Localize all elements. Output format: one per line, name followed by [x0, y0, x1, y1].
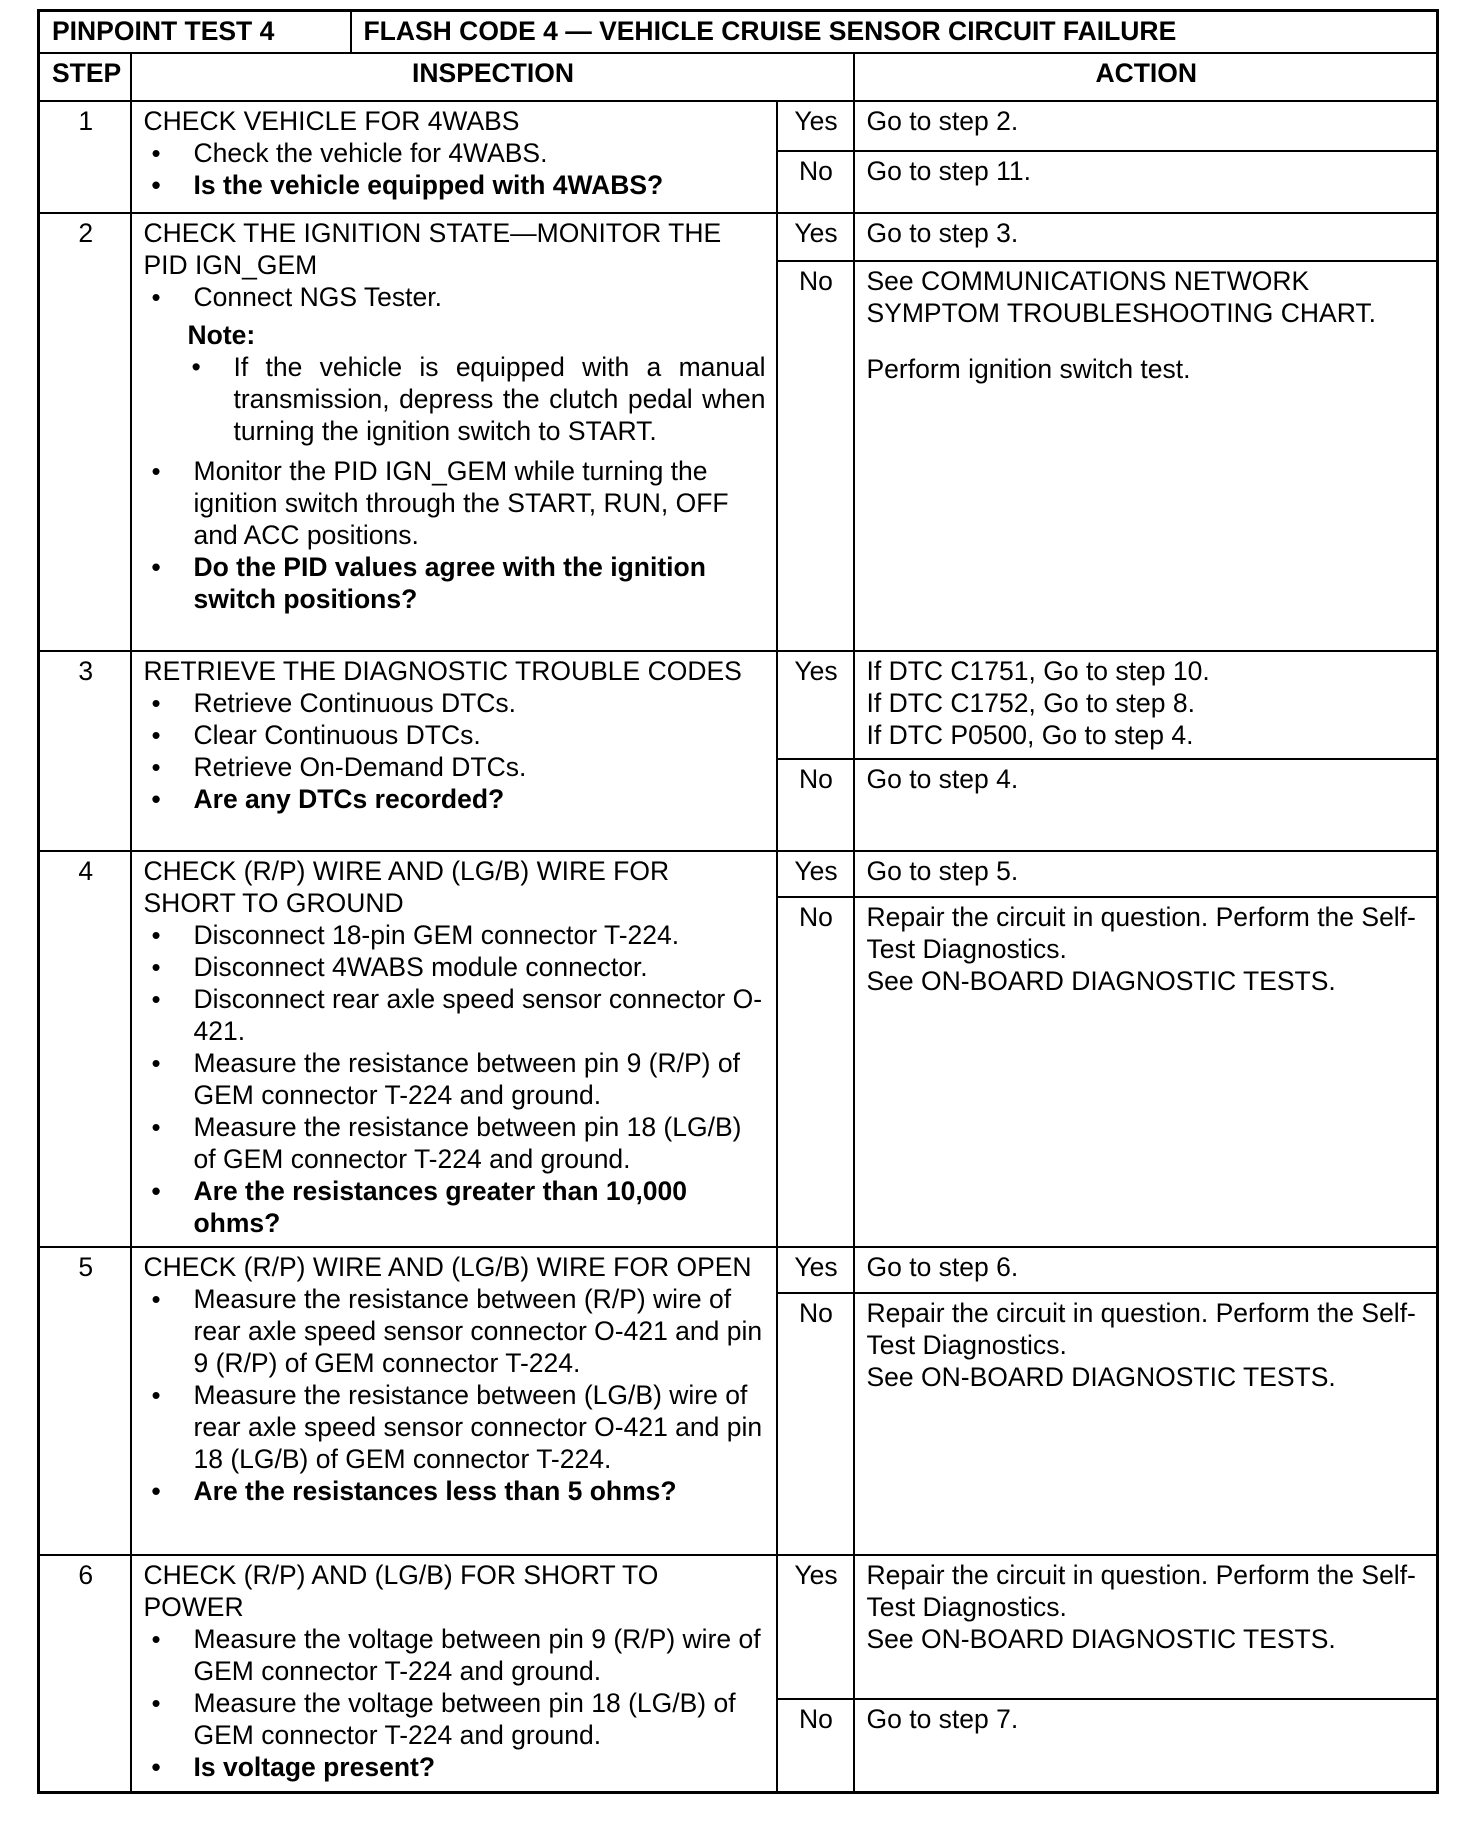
inspection-bullet: • Measure the resistance between (LG/B) wire of rear axle speed sensor connector O-421 and pin 18 (LG/B) of GEM connector T-224.: [144, 1379, 766, 1475]
inspection-question: • Is the vehicle equipped with 4WABS?: [144, 169, 766, 201]
inspection-bullet: • Measure the resistance between (R/P) wire of rear axle speed sensor connector O-421 and pin 9 (R/P) of GEM connector T-224.: [144, 1283, 766, 1379]
inspection-bullet: • Disconnect 18-pin GEM connector T-224.: [144, 919, 766, 951]
action-text: If DTC P0500, Go to step 4.: [866, 719, 1194, 750]
action-text: Repair the circuit in question. Perform the Self-Test Diagnostics.: [866, 1559, 1416, 1622]
inspection-question: • Are the resistances greater than 10,000 ohms?: [144, 1175, 766, 1239]
inspection-title: CHECK (R/P) AND (LG/B) FOR SHORT TO POWER: [143, 1559, 659, 1622]
inspection-bullet: • Monitor the PID IGN_GEM while turning the ignition switch through the START, RUN, OFF and ACC positions.: [144, 455, 766, 551]
test-title: FLASH CODE 4 — VEHICLE CRUISE SENSOR CIRCUIT FAILURE: [351, 11, 1438, 53]
inspection-bullet: • Measure the voltage between pin 9 (R/P) wire of GEM connector T-224 and ground.: [144, 1623, 766, 1687]
test-label: PINPOINT TEST 4: [39, 11, 351, 53]
no-action: [854, 897, 1438, 1247]
action-text: Repair the circuit in question. Perform the Self-Test Diagnostics.: [866, 901, 1416, 964]
yes-label: Yes: [777, 851, 854, 897]
no-label: No: [777, 759, 854, 851]
no-label: No: [777, 261, 854, 651]
inspection-bullet: • Clear Continuous DTCs.: [144, 719, 766, 751]
yes-label: Yes: [777, 651, 854, 759]
inspection-bullet: • Check the vehicle for 4WABS.: [144, 137, 766, 169]
step-number: 1: [39, 101, 131, 213]
step-number: 3: [39, 651, 131, 851]
inspection-cell: [131, 1247, 777, 1555]
step-row: [39, 1555, 1438, 1699]
inspection-cell: [131, 1555, 777, 1793]
column-header-row: [39, 53, 1438, 101]
inspection-question: • Are the resistances less than 5 ohms?: [144, 1475, 766, 1507]
inspection-bullet: • Retrieve Continuous DTCs.: [144, 687, 766, 719]
action-text: Go to step 11.: [866, 155, 1031, 186]
inspection-cell: [131, 213, 777, 651]
action-text: Go to step 5.: [866, 855, 1019, 886]
yes-action: [854, 101, 1438, 151]
inspection-title: CHECK THE IGNITION STATE—MONITOR THE PID IGN_GEM: [143, 217, 722, 280]
step-row: [39, 1247, 1438, 1293]
step-number: 5: [39, 1247, 131, 1555]
inspection-title: RETRIEVE THE DIAGNOSTIC TROUBLE CODES: [143, 655, 742, 686]
inspection-title: CHECK (R/P) WIRE AND (LG/B) WIRE FOR SHORT TO GROUND: [143, 855, 670, 918]
inspection-title: CHECK VEHICLE FOR 4WABS: [143, 105, 520, 136]
action-text: Go to step 6.: [866, 1251, 1019, 1282]
note-label: Note:: [187, 319, 256, 350]
no-action: [854, 1699, 1438, 1793]
column-inspection: INSPECTION: [131, 53, 854, 101]
inspection-bullet: • Retrieve On-Demand DTCs.: [144, 751, 766, 783]
action-text: If DTC C1751, Go to step 10.: [866, 655, 1210, 686]
action-text: See COMMUNICATIONS NETWORK SYMPTOM TROUBLESHOOTING CHART.: [866, 265, 1376, 328]
step-number: 6: [39, 1555, 131, 1793]
yes-action: [854, 651, 1438, 759]
action-text: See ON-BOARD DIAGNOSTIC TESTS.: [866, 1623, 1336, 1654]
step-row: [39, 851, 1438, 897]
yes-label: Yes: [777, 1247, 854, 1293]
action-text: Go to step 7.: [866, 1703, 1019, 1734]
inspection-bullet: • Measure the resistance between pin 9 (R/P) of GEM connector T-224 and ground.: [144, 1047, 766, 1111]
inspection-bullet: • Connect NGS Tester.: [144, 281, 766, 313]
inspection-cell: [131, 851, 777, 1247]
step-row: [39, 101, 1438, 151]
no-action: [854, 1293, 1438, 1555]
yes-action: [854, 1555, 1438, 1699]
column-step: STEP: [39, 53, 131, 101]
no-label: No: [777, 1699, 854, 1793]
yes-action: [854, 851, 1438, 897]
action-text: See ON-BOARD DIAGNOSTIC TESTS.: [866, 965, 1336, 996]
action-text: See ON-BOARD DIAGNOSTIC TESTS.: [866, 1361, 1336, 1392]
step-row: [39, 651, 1438, 759]
inspection-cell: [131, 101, 777, 213]
inspection-bullet: • Disconnect rear axle speed sensor connector O-421.: [144, 983, 766, 1047]
step-number: 4: [39, 851, 131, 1247]
no-action: [854, 759, 1438, 851]
yes-label: Yes: [777, 1555, 854, 1699]
inspection-question: • Are any DTCs recorded?: [144, 783, 766, 815]
inspection-question: • Do the PID values agree with the ignition switch positions?: [144, 551, 766, 615]
no-action: [854, 151, 1438, 213]
step-row: [39, 213, 1438, 261]
action-text: Go to step 3.: [866, 217, 1019, 248]
pinpoint-test-table: [37, 9, 1439, 1794]
inspection-question: • Is voltage present?: [144, 1751, 766, 1783]
no-action: [854, 261, 1438, 651]
no-label: No: [777, 897, 854, 1247]
action-text: If DTC C1752, Go to step 8.: [866, 687, 1195, 718]
step-number: 2: [39, 213, 131, 651]
action-text: Repair the circuit in question. Perform the Self-Test Diagnostics.: [866, 1297, 1416, 1360]
note-bullet: • If the vehicle is equipped with a manual transmission, depress the clutch pedal when turning the ignition switch to START.: [144, 351, 766, 447]
inspection-title: CHECK (R/P) WIRE AND (LG/B) WIRE FOR OPEN: [143, 1251, 752, 1282]
yes-label: Yes: [777, 213, 854, 261]
action-text: Go to step 4.: [866, 763, 1019, 794]
action-text: Go to step 2.: [866, 105, 1019, 136]
yes-action: [854, 1247, 1438, 1293]
inspection-cell: [131, 651, 777, 851]
yes-label: Yes: [777, 101, 854, 151]
yes-action: [854, 213, 1438, 261]
inspection-bullet: • Measure the voltage between pin 18 (LG/B) of GEM connector T-224 and ground.: [144, 1687, 766, 1751]
column-action: ACTION: [854, 53, 1438, 101]
action-text: Perform ignition switch test.: [866, 353, 1191, 384]
title-row: [39, 11, 1438, 53]
inspection-bullet: • Measure the resistance between pin 18 (LG/B) of GEM connector T-224 and ground.: [144, 1111, 766, 1175]
no-label: No: [777, 1293, 854, 1555]
no-label: No: [777, 151, 854, 213]
inspection-bullet: • Disconnect 4WABS module connector.: [144, 951, 766, 983]
